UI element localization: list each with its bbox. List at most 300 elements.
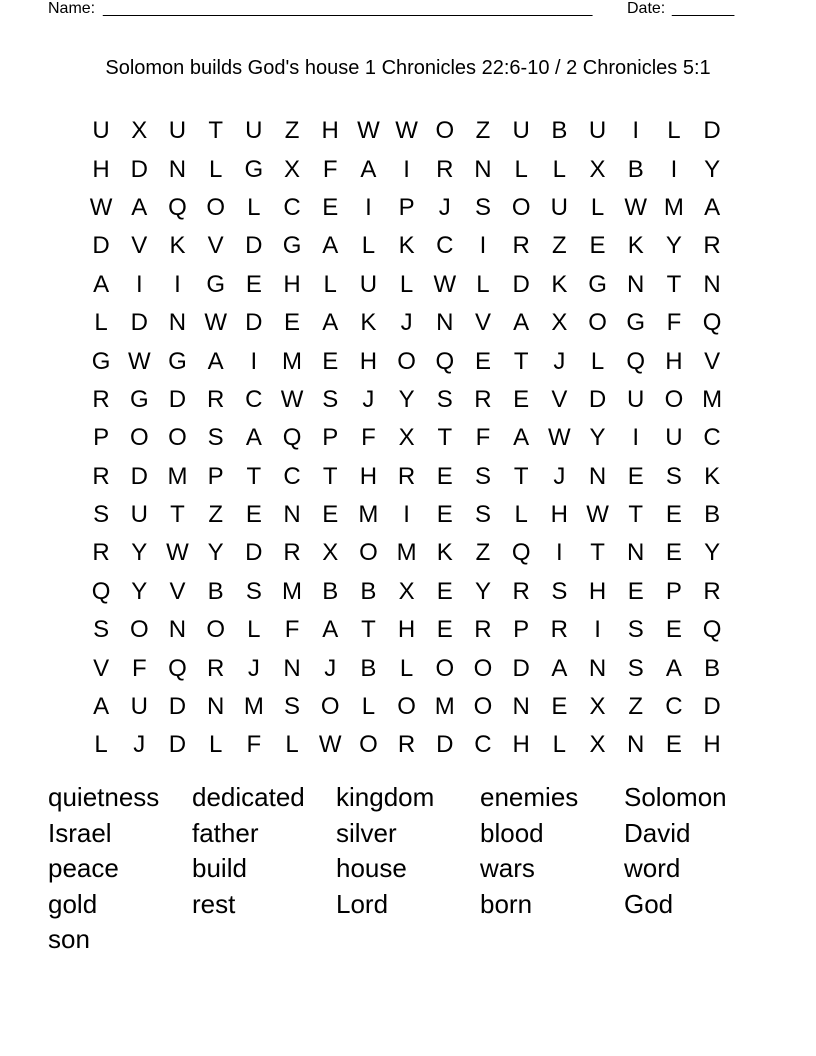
grid-letter: H: [665, 347, 683, 375]
grid-letter: O: [168, 424, 187, 452]
grid-letter: D: [130, 155, 148, 183]
grid-letter: M: [243, 693, 264, 721]
grid-letter: M: [358, 501, 379, 529]
grid-letter: Z: [284, 117, 300, 145]
grid-letter: V: [169, 577, 186, 605]
grid-letter: S: [245, 577, 262, 605]
grid-letter: K: [551, 270, 568, 298]
grid-letter: R: [397, 731, 416, 759]
grid-letter: L: [552, 731, 567, 759]
grid-letter: M: [663, 193, 684, 221]
grid-letter: U: [512, 117, 530, 145]
grid-letter: C: [283, 462, 301, 490]
grid-letter: P: [398, 193, 415, 221]
grid-letter: U: [665, 424, 683, 452]
word-search-grid: [82, 112, 732, 765]
grid-row: [82, 112, 732, 150]
grid-letter: R: [703, 232, 721, 260]
grid-letter: W: [127, 347, 151, 375]
grid-row: [82, 458, 732, 496]
grid-letter: N: [168, 616, 187, 644]
grid-letter: Q: [511, 539, 531, 567]
grid-letter: L: [476, 270, 490, 298]
grid-letter: Z: [628, 693, 644, 721]
word-list-item: build: [192, 853, 247, 884]
grid-letter: Y: [131, 539, 148, 567]
word-list-item: quietness: [48, 782, 160, 812]
grid-letter: Z: [475, 117, 491, 145]
date-field-line: _______: [672, 0, 735, 17]
grid-row: [82, 419, 732, 457]
grid-letter: O: [397, 693, 416, 721]
grid-letter: L: [208, 731, 223, 759]
grid-row: [82, 304, 732, 342]
grid-letter: T: [208, 117, 223, 145]
grid-letter: W: [204, 309, 227, 337]
grid-letter: H: [588, 577, 607, 605]
grid-letter: K: [169, 232, 186, 260]
grid-letter: Y: [704, 539, 721, 567]
grid-letter: G: [129, 385, 149, 413]
grid-letter: A: [360, 155, 377, 183]
word-list-item: wars: [480, 853, 535, 884]
grid-letter: W: [89, 193, 113, 221]
grid-letter: E: [322, 501, 339, 529]
grid-letter: P: [665, 577, 682, 605]
grid-letter: D: [703, 117, 721, 145]
grid-letter: R: [206, 385, 225, 413]
grid-letter: A: [322, 616, 339, 644]
grid-letter: G: [588, 270, 607, 298]
grid-letter: H: [92, 155, 110, 183]
grid-letter: G: [91, 347, 111, 375]
grid-letter: N: [627, 270, 645, 298]
grid-letter: M: [702, 385, 723, 413]
grid-letter: B: [627, 155, 644, 183]
grid-letter: E: [245, 270, 262, 298]
grid-row: [82, 534, 732, 572]
word-list-item: Solomon: [624, 782, 727, 812]
grid-letter: H: [283, 270, 301, 298]
grid-letter: P: [207, 462, 224, 490]
word-list-item: enemies: [480, 782, 579, 812]
grid-letter: J: [133, 731, 146, 759]
grid-letter: I: [365, 193, 372, 221]
word-list-item: God: [624, 888, 674, 919]
grid-letter: L: [590, 347, 605, 375]
page-title: Solomon builds God's house 1 Chronicles 22:6-10 / 2 Chronicles 5:1: [105, 57, 711, 79]
word-list-item: born: [480, 888, 533, 919]
grid-letter: L: [590, 193, 605, 221]
grid-row: [82, 266, 732, 304]
grid-letter: J: [438, 193, 451, 221]
grid-letter: W: [280, 385, 304, 413]
grid-letter: U: [588, 117, 607, 145]
grid-letter: B: [551, 117, 568, 145]
grid-letter: E: [627, 462, 644, 490]
grid-letter: L: [399, 270, 414, 298]
grid-letter: Q: [702, 309, 722, 337]
grid-letter: I: [556, 539, 563, 567]
grid-letter: X: [589, 693, 606, 721]
grid-letter: K: [398, 232, 415, 260]
grid-letter: M: [282, 577, 303, 605]
grid-letter: L: [285, 731, 299, 759]
grid-letter: E: [474, 347, 491, 375]
grid-letter: V: [131, 232, 148, 260]
word-list-item: Israel: [48, 817, 112, 848]
grid-letter: E: [436, 462, 453, 490]
grid-letter: X: [131, 117, 148, 145]
grid-letter: R: [92, 385, 110, 413]
grid-letter: C: [436, 232, 454, 260]
grid-letter: F: [131, 654, 147, 682]
grid-letter: S: [665, 462, 682, 490]
grid-letter: Q: [435, 347, 455, 375]
grid-letter: L: [361, 232, 376, 260]
grid-letter: R: [512, 232, 530, 260]
word-list-item: word: [624, 853, 681, 884]
grid-letter: G: [244, 155, 264, 183]
grid-letter: U: [359, 270, 378, 298]
grid-letter: S: [474, 193, 491, 221]
grid-letter: R: [550, 616, 569, 644]
grid-letter: N: [588, 654, 607, 682]
grid-letter: J: [247, 654, 260, 682]
grid-letter: O: [435, 117, 455, 145]
grid-letter: E: [627, 577, 644, 605]
grid-letter: E: [436, 577, 453, 605]
grid-letter: N: [627, 539, 645, 567]
grid-letter: L: [667, 117, 681, 145]
grid-letter: W: [318, 731, 342, 759]
grid-letter: A: [551, 654, 568, 682]
grid-letter: O: [359, 731, 378, 759]
grid-letter: H: [703, 731, 721, 759]
grid-letter: E: [436, 501, 453, 529]
grid-row: [82, 342, 732, 380]
grid-letter: O: [129, 616, 149, 644]
grid-letter: I: [250, 347, 258, 375]
grid-letter: T: [628, 501, 644, 529]
grid-letter: H: [550, 501, 569, 529]
grid-letter: V: [551, 385, 568, 413]
grid-letter: U: [130, 693, 148, 721]
word-list-item: dedicated: [192, 782, 305, 812]
grid-row: [82, 649, 732, 687]
grid-letter: N: [474, 155, 492, 183]
grid-letter: T: [666, 270, 682, 298]
grid-letter: X: [589, 731, 606, 759]
grid-letter: G: [282, 232, 302, 260]
grid-letter: C: [703, 424, 721, 452]
grid-letter: O: [473, 654, 493, 682]
word-list-item: father: [192, 817, 259, 848]
grid-letter: A: [93, 270, 110, 298]
grid-letter: E: [665, 501, 682, 529]
grid-letter: D: [436, 731, 454, 759]
grid-letter: A: [93, 693, 110, 721]
grid-letter: F: [284, 616, 300, 644]
name-label: Name:: [48, 0, 96, 17]
grid-letter: U: [130, 501, 148, 529]
grid-letter: H: [359, 347, 378, 375]
grid-letter: V: [207, 232, 224, 260]
grid-letter: E: [665, 731, 682, 759]
grid-letter: R: [703, 577, 721, 605]
grid-letter: Q: [168, 193, 187, 221]
grid-letter: R: [474, 385, 492, 413]
grid-letter: W: [357, 117, 380, 145]
grid-letter: Y: [589, 424, 606, 452]
grid-letter: S: [93, 501, 110, 529]
grid-letter: D: [168, 693, 187, 721]
grid-letter: R: [397, 462, 416, 490]
grid-letter: L: [208, 155, 223, 183]
grid-letter: W: [624, 193, 648, 221]
grid-letter: A: [665, 654, 682, 682]
grid-letter: L: [323, 270, 337, 298]
grid-letter: I: [403, 155, 410, 183]
grid-letter: K: [627, 232, 644, 260]
grid-letter: A: [131, 193, 148, 221]
grid-letter: P: [93, 424, 110, 452]
grid-letter: G: [626, 309, 646, 337]
grid-letter: D: [245, 539, 263, 567]
grid-letter: L: [514, 155, 528, 183]
grid-row: [82, 227, 732, 265]
word-list-item: house: [336, 853, 407, 884]
grid-letter: F: [475, 424, 491, 452]
word-list-item: peace: [48, 853, 119, 884]
grid-letter: L: [94, 309, 108, 337]
grid-letter: I: [632, 424, 640, 452]
grid-letter: S: [284, 693, 301, 721]
grid-row: [82, 150, 732, 188]
grid-letter: B: [360, 577, 377, 605]
grid-letter: E: [436, 616, 453, 644]
grid-letter: A: [245, 424, 262, 452]
grid-letter: D: [512, 270, 530, 298]
grid-letter: S: [207, 424, 224, 452]
name-field-line: _______________________________________________________: [103, 0, 593, 17]
grid-letter: D: [512, 654, 530, 682]
grid-letter: M: [167, 462, 188, 490]
grid-letter: V: [474, 309, 491, 337]
grid-letter: W: [395, 117, 418, 145]
grid-letter: M: [396, 539, 417, 567]
grid-letter: Y: [131, 577, 148, 605]
grid-letter: O: [397, 347, 416, 375]
grid-letter: H: [512, 731, 530, 759]
grid-letter: E: [665, 539, 682, 567]
grid-letter: D: [703, 693, 721, 721]
grid-letter: E: [322, 347, 339, 375]
grid-letter: Z: [552, 232, 567, 260]
grid-letter: Q: [702, 616, 722, 644]
word-list-item: kingdom: [336, 782, 435, 812]
grid-letter: A: [513, 424, 530, 452]
grid-letter: W: [548, 424, 571, 452]
grid-letter: O: [473, 693, 493, 721]
grid-letter: F: [246, 731, 262, 759]
grid-letter: R: [474, 616, 492, 644]
grid-letter: V: [704, 347, 721, 375]
grid-letter: N: [703, 270, 721, 298]
grid-letter: Q: [282, 424, 302, 452]
grid-letter: Y: [207, 539, 224, 567]
grid-letter: A: [322, 309, 339, 337]
grid-letter: C: [283, 193, 301, 221]
grid-letter: S: [93, 616, 110, 644]
word-list-item: son: [48, 924, 90, 955]
grid-letter: L: [552, 155, 567, 183]
grid-letter: L: [399, 654, 414, 682]
grid-letter: T: [322, 462, 338, 490]
grid-letter: I: [594, 616, 601, 644]
grid-letter: J: [400, 309, 413, 337]
grid-row: [82, 573, 732, 611]
grid-letter: I: [670, 155, 678, 183]
grid-letter: R: [92, 539, 110, 567]
grid-letter: W: [586, 501, 609, 529]
grid-letter: O: [206, 193, 225, 221]
grid-letter: I: [403, 501, 410, 529]
grid-letter: S: [627, 654, 644, 682]
grid-row: [82, 381, 732, 419]
grid-letter: Q: [91, 577, 111, 605]
grid-letter: A: [207, 347, 224, 375]
grid-letter: G: [168, 347, 187, 375]
grid-letter: E: [245, 501, 262, 529]
grid-row: [82, 189, 732, 227]
word-list-item: blood: [480, 817, 544, 848]
grid-letter: M: [434, 693, 455, 721]
grid-letter: O: [129, 424, 149, 452]
grid-letter: J: [362, 385, 375, 413]
grid-letter: F: [361, 424, 376, 452]
grid-letter: E: [513, 385, 530, 413]
grid-letter: D: [168, 731, 187, 759]
grid-letter: R: [436, 155, 454, 183]
grid-letter: F: [322, 155, 338, 183]
grid-letter: N: [627, 731, 645, 759]
grid-letter: R: [206, 654, 225, 682]
grid-letter: W: [166, 539, 189, 567]
grid-letter: I: [174, 270, 181, 298]
grid-letter: S: [436, 385, 453, 413]
grid-letter: N: [168, 155, 187, 183]
grid-letter: L: [247, 193, 261, 221]
grid-letter: V: [93, 654, 110, 682]
grid-letter: X: [551, 309, 568, 337]
grid-letter: E: [665, 616, 682, 644]
grid-letter: N: [283, 654, 301, 682]
grid-letter: Y: [665, 232, 682, 260]
grid-letter: I: [135, 270, 143, 298]
grid-letter: P: [513, 616, 530, 644]
grid-letter: X: [398, 424, 415, 452]
grid-letter: T: [246, 462, 262, 490]
grid-letter: U: [92, 117, 110, 145]
worksheet-header: [48, 0, 748, 20]
grid-letter: K: [360, 309, 377, 337]
grid-letter: K: [436, 539, 453, 567]
grid-letter: G: [206, 270, 225, 298]
grid-letter: X: [284, 155, 301, 183]
grid-letter: I: [479, 232, 487, 260]
grid-letter: N: [588, 462, 607, 490]
grid-letter: T: [437, 424, 453, 452]
grid-letter: H: [397, 616, 416, 644]
grid-letter: R: [512, 577, 530, 605]
grid-letter: H: [321, 117, 339, 145]
grid-letter: L: [247, 616, 261, 644]
grid-letter: C: [474, 731, 492, 759]
grid-row: [82, 726, 732, 764]
word-list-item: silver: [336, 817, 397, 848]
grid-letter: O: [359, 539, 378, 567]
grid-letter: O: [511, 193, 531, 221]
grid-letter: E: [589, 232, 606, 260]
grid-letter: U: [168, 117, 187, 145]
grid-letter: E: [284, 309, 301, 337]
grid-letter: O: [588, 309, 607, 337]
grid-letter: B: [704, 501, 721, 529]
grid-letter: B: [207, 577, 224, 605]
grid-letter: P: [322, 424, 339, 452]
grid-letter: S: [551, 577, 568, 605]
grid-letter: J: [553, 462, 566, 490]
word-list-item: David: [624, 817, 691, 848]
grid-row: [82, 688, 732, 726]
grid-letter: H: [359, 462, 378, 490]
grid-letter: R: [92, 462, 110, 490]
grid-row: [82, 496, 732, 534]
grid-letter: D: [245, 232, 263, 260]
grid-letter: U: [627, 385, 645, 413]
grid-letter: M: [282, 347, 303, 375]
grid-letter: B: [704, 654, 721, 682]
grid-letter: T: [513, 462, 529, 490]
grid-letter: D: [92, 232, 110, 260]
grid-letter: S: [322, 385, 339, 413]
grid-letter: S: [474, 501, 491, 529]
date-label: Date:: [627, 0, 666, 17]
grid-letter: S: [627, 616, 644, 644]
grid-letter: O: [664, 385, 684, 413]
grid-letter: Q: [168, 654, 187, 682]
grid-letter: Q: [626, 347, 646, 375]
grid-letter: W: [433, 270, 457, 298]
grid-letter: E: [551, 693, 568, 721]
word-list-item: Lord: [336, 888, 389, 919]
grid-letter: D: [130, 462, 148, 490]
grid-letter: Z: [208, 501, 223, 529]
grid-letter: D: [130, 309, 148, 337]
grid-letter: S: [474, 462, 491, 490]
grid-letter: L: [361, 693, 376, 721]
word-list-item: rest: [192, 888, 236, 919]
grid-letter: Y: [398, 385, 415, 413]
grid-letter: Z: [475, 539, 491, 567]
grid-letter: Y: [704, 155, 721, 183]
grid-letter: T: [361, 616, 376, 644]
grid-letter: T: [513, 347, 529, 375]
grid-letter: A: [513, 309, 530, 337]
grid-letter: O: [320, 693, 340, 721]
grid-letter: N: [436, 309, 454, 337]
